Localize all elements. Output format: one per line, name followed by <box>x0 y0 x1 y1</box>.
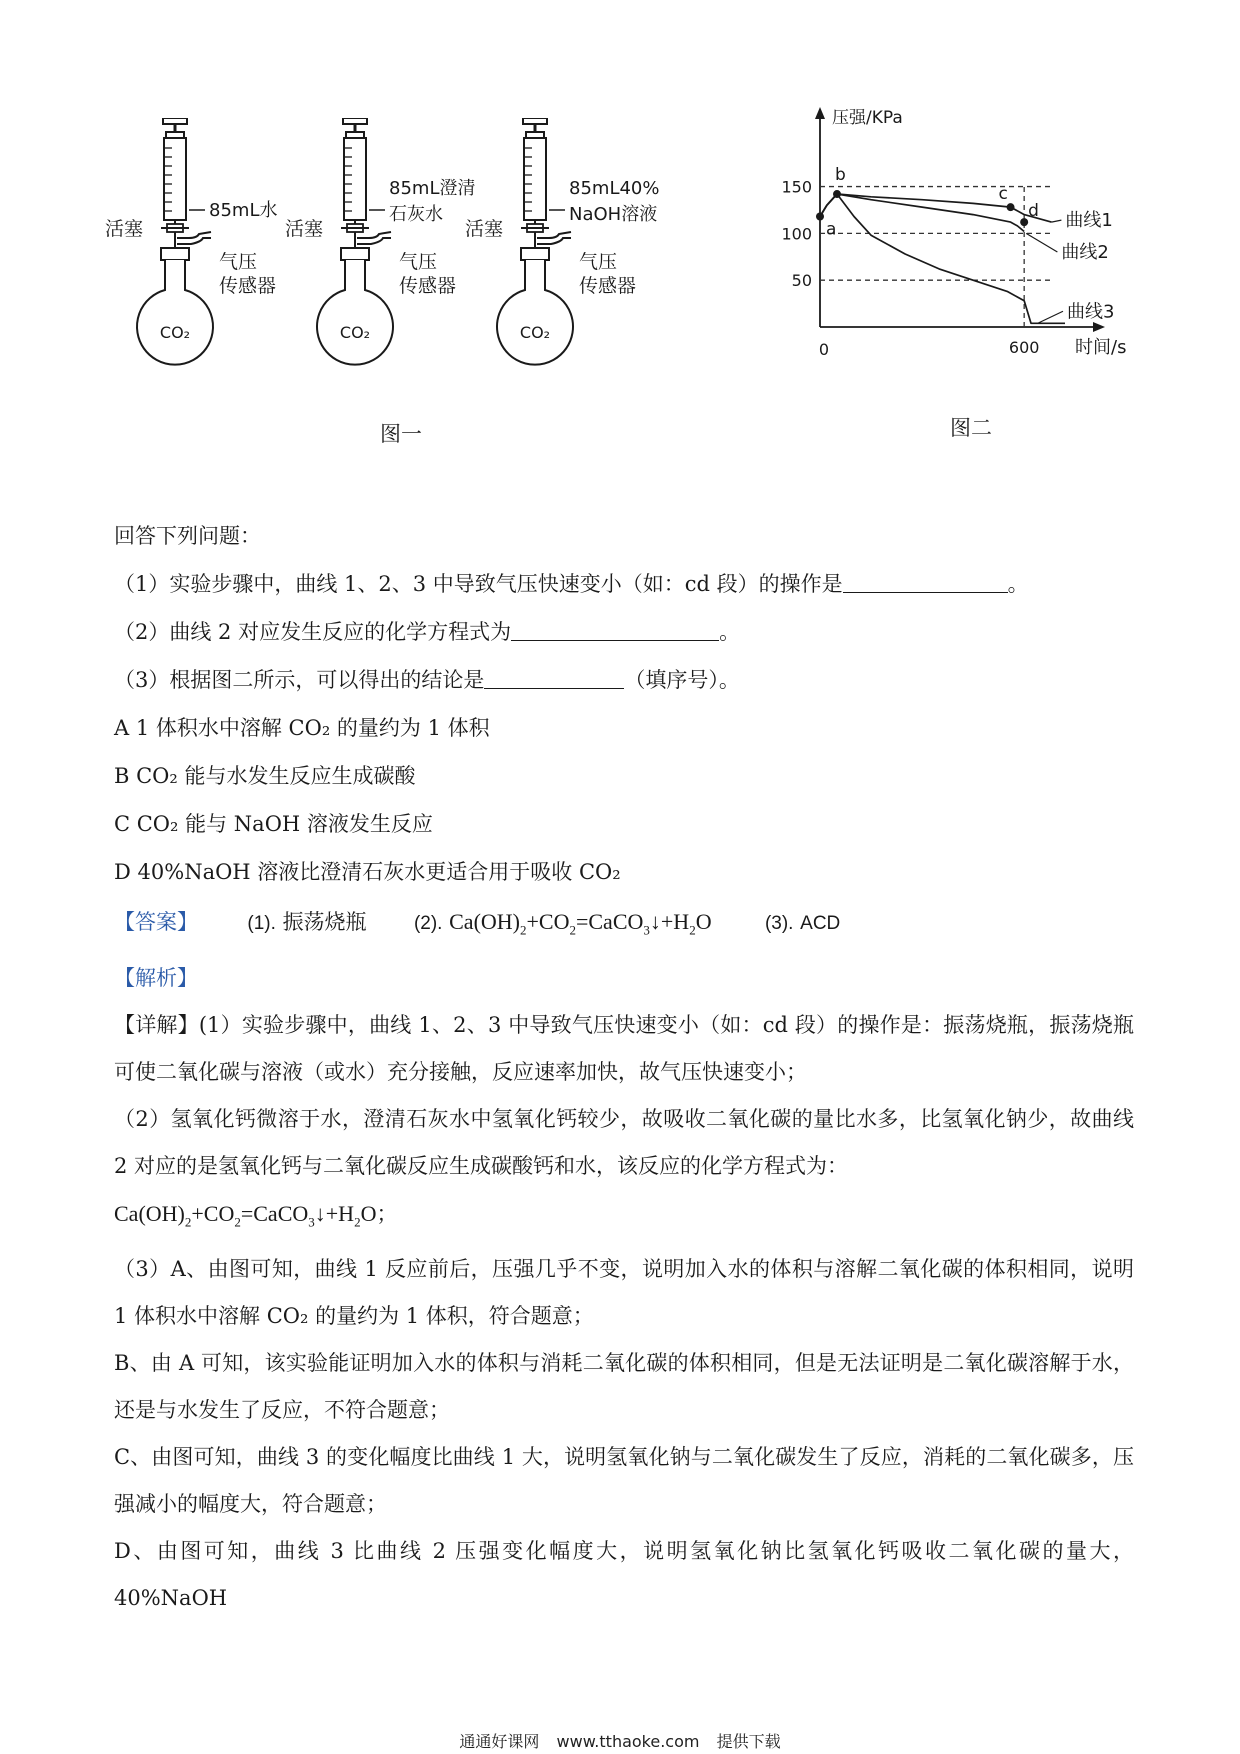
answer-blank-3[interactable] <box>484 662 624 689</box>
detail-paragraph-4: B、由 A 可知，该实验能证明加入水的体积与消耗二氧化碳的体积相同，但是无法证明是二氧化碳溶解于水，还是与水发生了反应，不符合题意； <box>114 1350 1134 1422</box>
round-flask <box>317 260 393 365</box>
answer-2-formula: $Ca(OH)_2+CO_2=CaCO_3↓+H_2O$ <box>449 909 712 938</box>
x-tick-label: 0 <box>818 340 830 359</box>
curve-label-2: 曲线2 <box>1061 241 1109 263</box>
detail-paragraph-1-text: (1）实验步骤中，曲线 1、2、3 中导致气压快速变小（如：cd 段）的操作是：振荡烧瓶，振荡烧瓶可使二氧化碳与溶液（或水）充分接触，反应速率加快，故气压快速变小； <box>114 1013 1134 1085</box>
page-footer <box>0 1729 1240 1752</box>
answer-blank-2[interactable] <box>511 614 719 641</box>
solution-label: 85mL40% <box>569 178 660 199</box>
point-b <box>833 190 841 198</box>
rubber-stopper <box>521 248 549 260</box>
sensor-label: 气压 <box>219 251 258 273</box>
answer-2-number: (2). <box>413 913 443 934</box>
detail-formula <box>114 1190 1134 1245</box>
answer-1-text: 振荡烧瓶 <box>282 910 367 934</box>
question-body <box>114 512 1134 1622</box>
footer-url[interactable]: www.tthaoke.com <box>556 1732 700 1751</box>
stopcock-label: 活塞 <box>285 218 324 240</box>
option-a: A 1 体积水中溶解 CO₂ 的量约为 1 体积 <box>114 716 490 740</box>
analysis-tag: 【解析】 <box>114 966 198 991</box>
solution-label: 85mL水 <box>209 200 278 221</box>
setup-3 <box>465 118 659 365</box>
intro-text: 回答下列问题： <box>114 524 261 548</box>
detail-equation: $Ca(OH)_2+CO_2=CaCO_3↓+H_2O$ <box>114 1201 377 1230</box>
point-label-b: b <box>835 165 846 186</box>
plunger-cap <box>523 118 547 124</box>
point-d <box>1020 218 1028 226</box>
question-2-end: 。 <box>719 620 741 644</box>
flask-label: CO₂ <box>339 323 371 342</box>
setup-1 <box>105 118 277 365</box>
question-1-end: 。 <box>1007 572 1029 596</box>
apparatus-diagram <box>100 118 740 458</box>
figure2-caption: 图二 <box>950 416 992 440</box>
figure1-caption: 图一 <box>380 422 422 446</box>
point-label-c: c <box>998 184 1008 205</box>
answer-line <box>114 898 1134 954</box>
sensor-label-2: 传感器 <box>579 275 637 297</box>
plunger-cap <box>163 118 187 124</box>
curve-label-1: 曲线1 <box>1065 210 1113 232</box>
detail-formula-end: ； <box>376 1202 398 1227</box>
footer-site: 通通好课网 <box>459 1732 540 1751</box>
y-axis-label: 压强/KPa <box>832 108 903 128</box>
question-3-text: （3）根据图二所示，可以得出的结论是 <box>114 668 485 692</box>
sensor-label-2: 传感器 <box>399 275 457 297</box>
pressure-time-graph <box>760 105 1150 455</box>
sensor-label: 气压 <box>399 251 438 273</box>
detail-paragraph-1 <box>114 1002 1134 1096</box>
detail-paragraph-3: （3）A、由图可知，曲线 1 反应前后，压强几乎不变，说明加入水的体积与溶解二氧化碳的体积相同，说明 1 体积水中溶解 CO₂ 的量约为 1 体积，符合题意； <box>114 1256 1134 1328</box>
sensor-label: 气压 <box>579 251 618 273</box>
answer-1-number: (1). <box>247 913 276 934</box>
point-c <box>1007 203 1015 211</box>
question-3-end: （填序号）。 <box>624 668 740 692</box>
flask-label: CO₂ <box>159 323 191 342</box>
solution-label: 85mL澄清 <box>389 178 476 199</box>
point-label-a: a <box>826 219 837 240</box>
analysis-detail <box>114 1002 1134 1621</box>
question-2-text: （2）曲线 2 对应发生反应的化学方程式为 <box>114 620 512 644</box>
y-tick-label: 150 <box>781 177 812 197</box>
rubber-stopper <box>341 248 369 260</box>
option-b: B CO₂ 能与水发生反应生成碳酸 <box>114 764 416 788</box>
answer-3-number: (3). <box>764 913 794 934</box>
detail-tag: 【详解】 <box>114 1013 199 1038</box>
stopcock-label: 活塞 <box>465 218 504 240</box>
curve-leader <box>1051 220 1061 222</box>
solution-label-2: NaOH溶液 <box>569 204 658 225</box>
detail-paragraph-6: D、由图可知，曲线 3 比曲线 2 压强变化幅度大，说明氢氧化钠比氢氧化钙吸收二氧化碳的量大，40%NaOH <box>114 1538 1134 1610</box>
detail-paragraph-5: C、由图可知，曲线 3 的变化幅度比曲线 1 大，说明氢氧化钠与二氧化碳发生了反应，消耗的二氧化碳多，压强减小的幅度大，符合题意； <box>114 1444 1134 1516</box>
question-1 <box>114 560 1134 608</box>
y-tick-label: 100 <box>781 224 812 244</box>
x-axis-label: 时间/s <box>1075 337 1127 358</box>
answer-3-text: ACD <box>800 913 841 934</box>
footer-tail: 提供下载 <box>716 1732 781 1751</box>
solution-label-2: 石灰水 <box>389 204 443 225</box>
syringe-barrel <box>164 138 186 220</box>
plunger-cap <box>343 118 367 124</box>
rubber-stopper <box>161 248 189 260</box>
question-3 <box>114 656 1134 704</box>
y-axis-arrow <box>815 107 825 119</box>
setup-2 <box>285 118 475 365</box>
question-1-text: （1）实验步骤中，曲线 1、2、3 中导致气压快速变小（如：cd 段）的操作是 <box>114 572 843 596</box>
y-tick-label: 50 <box>791 271 812 291</box>
flask-label: CO₂ <box>519 323 551 342</box>
figure-area <box>0 0 1240 480</box>
question-2 <box>114 608 1134 656</box>
option-c: C CO₂ 能与 NaOH 溶液发生反应 <box>114 812 433 836</box>
point-label-d: d <box>1028 201 1039 222</box>
curve-label-3: 曲线3 <box>1067 301 1115 323</box>
round-flask <box>497 260 573 365</box>
curve-leader <box>1026 233 1057 252</box>
curve-leader <box>1038 311 1063 323</box>
x-tick-label: 600 <box>1008 338 1040 357</box>
sensor-label-2: 传感器 <box>219 275 277 297</box>
answer-tag: 【答案】 <box>114 910 198 934</box>
stopcock-label: 活塞 <box>105 218 144 240</box>
detail-paragraph-2: （2）氢氧化钙微溶于水，澄清石灰水中氢氧化钙较少，故吸收二氧化碳的量比水多，比氢氧化钠少，故曲线 2 对应的是氢氧化钙与二氧化碳反应生成碳酸钙和水，该反应的化学方程式为： <box>114 1107 1134 1179</box>
option-d: D 40%NaOH 溶液比澄清石灰水更适合用于吸收 CO₂ <box>114 860 621 884</box>
x-axis-arrow <box>1093 322 1105 332</box>
answer-blank-1[interactable] <box>843 566 1008 593</box>
syringe-barrel <box>524 138 546 220</box>
syringe-barrel <box>344 138 366 220</box>
point-a <box>816 213 824 221</box>
round-flask <box>137 260 213 365</box>
